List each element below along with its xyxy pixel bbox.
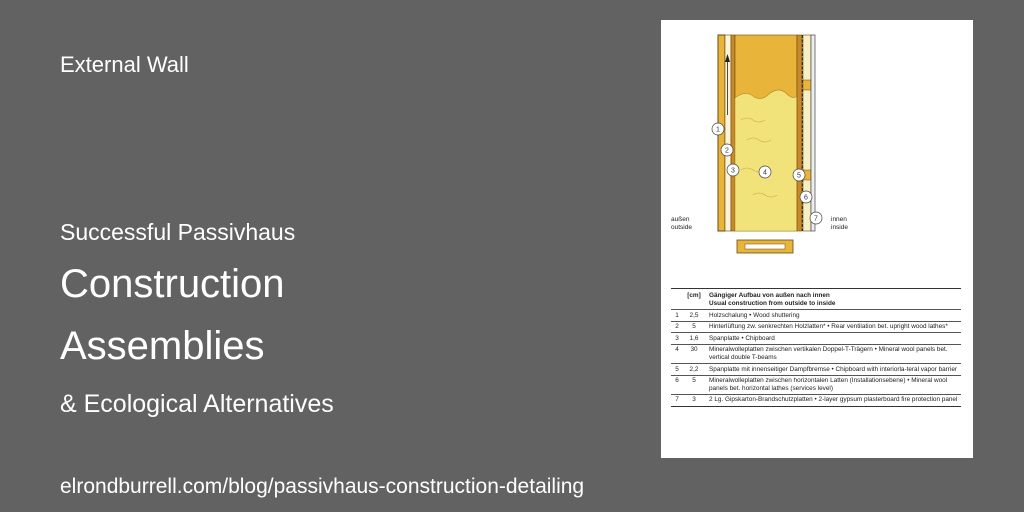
svg-text:3: 3	[731, 167, 735, 175]
header-num	[671, 292, 683, 307]
table-row	[671, 321, 961, 333]
row-num: 5	[675, 365, 679, 373]
row-cm: 2,5	[689, 311, 699, 319]
wall-section-drawing	[661, 20, 973, 270]
row-cm: 1,6	[689, 334, 699, 342]
chipboard-outer	[731, 35, 735, 231]
table-row	[671, 309, 961, 321]
svg-text:6: 6	[804, 194, 808, 202]
table-header-row	[671, 288, 961, 309]
svg-text:5: 5	[797, 172, 801, 180]
row-cm: 2,2	[689, 365, 699, 373]
row-cm: 3	[692, 396, 696, 404]
header-desc	[705, 292, 961, 307]
table-row	[671, 394, 961, 407]
subtitle: Successful Passivhaus	[60, 219, 296, 245]
inside-label	[831, 216, 848, 232]
row-num: 3	[675, 334, 679, 342]
header-unit: [cm]	[687, 292, 701, 299]
row-cm: 5	[692, 377, 696, 385]
svg-text:4: 4	[763, 169, 767, 177]
svg-text:1: 1	[716, 126, 720, 134]
header-desc-en: Usual construction from outside to inside	[709, 299, 836, 307]
table-row	[671, 375, 961, 394]
mineral-wool-insulation	[735, 90, 797, 231]
marker-5	[793, 169, 805, 181]
heading-line-2: Assemblies	[60, 324, 265, 368]
page-title: External Wall	[60, 52, 189, 77]
row-desc: 2 Lg. Gipskarton-Brandschutzplatten • 2-layer gypsum plasterboard fire protection panel	[709, 396, 958, 404]
chipboard-inner	[797, 35, 802, 231]
row-num: 7	[675, 396, 679, 404]
row-desc: Spanplatte • Chipboard	[709, 334, 775, 342]
row-num: 2	[675, 323, 679, 331]
tagline: & Ecological Alternatives	[60, 390, 334, 418]
blog-url[interactable]: elrondburrell.com/blog/passivhaus-construction-detailing	[60, 475, 585, 498]
table-row	[671, 332, 961, 344]
row-num: 6	[675, 377, 679, 385]
marker-1	[712, 123, 724, 135]
svg-text:2: 2	[725, 147, 729, 155]
ventilation-cavity	[725, 35, 731, 231]
row-cm: 5	[692, 323, 696, 331]
marker-3	[727, 164, 739, 176]
table-row	[671, 344, 961, 363]
wall-section-document	[661, 20, 973, 458]
row-num: 4	[675, 346, 679, 354]
row-cm: 30	[690, 346, 698, 354]
row-desc: Spanplatte mit innenseitiger Dampfbremse • Chipboard with interiorla-teral vapor barrier	[709, 365, 958, 373]
row-desc: Holzschalung • Wood shuttering	[709, 311, 800, 319]
marker-7	[810, 212, 822, 224]
header-desc-de: Gängiger Aufbau von außen nach innen	[709, 292, 830, 299]
row-num: 1	[675, 311, 679, 319]
row-desc: Hinterlüftung zw. senkrechten Holzlatten* • Rear ventilation bet. upright wood lathes*	[709, 323, 948, 331]
plasterboard	[811, 35, 815, 231]
inside-label-en: inside	[831, 224, 848, 231]
outside-label-de: außen	[671, 216, 690, 223]
marker-6	[800, 191, 812, 203]
table-row	[671, 363, 961, 375]
row-desc: Mineralwolleplatten zwischen vertikalen Doppel-T-Trägern • Mineral wool panels bet. vertical double T-beams	[709, 346, 948, 362]
outside-label	[671, 216, 692, 232]
marker-4	[759, 166, 771, 178]
inside-label-de: innen	[831, 216, 847, 223]
svg-text:7: 7	[814, 215, 818, 223]
heading-line-1: Construction	[60, 262, 285, 306]
outside-label-en: outside	[671, 224, 692, 231]
row-desc: Mineralwolleplatten zwischen horizontalen Latten (Installationsebene) • Mineral wool panels bet. horizontal lathes (services level)	[709, 377, 948, 392]
marker-2	[721, 144, 733, 156]
layer-table	[671, 288, 961, 407]
